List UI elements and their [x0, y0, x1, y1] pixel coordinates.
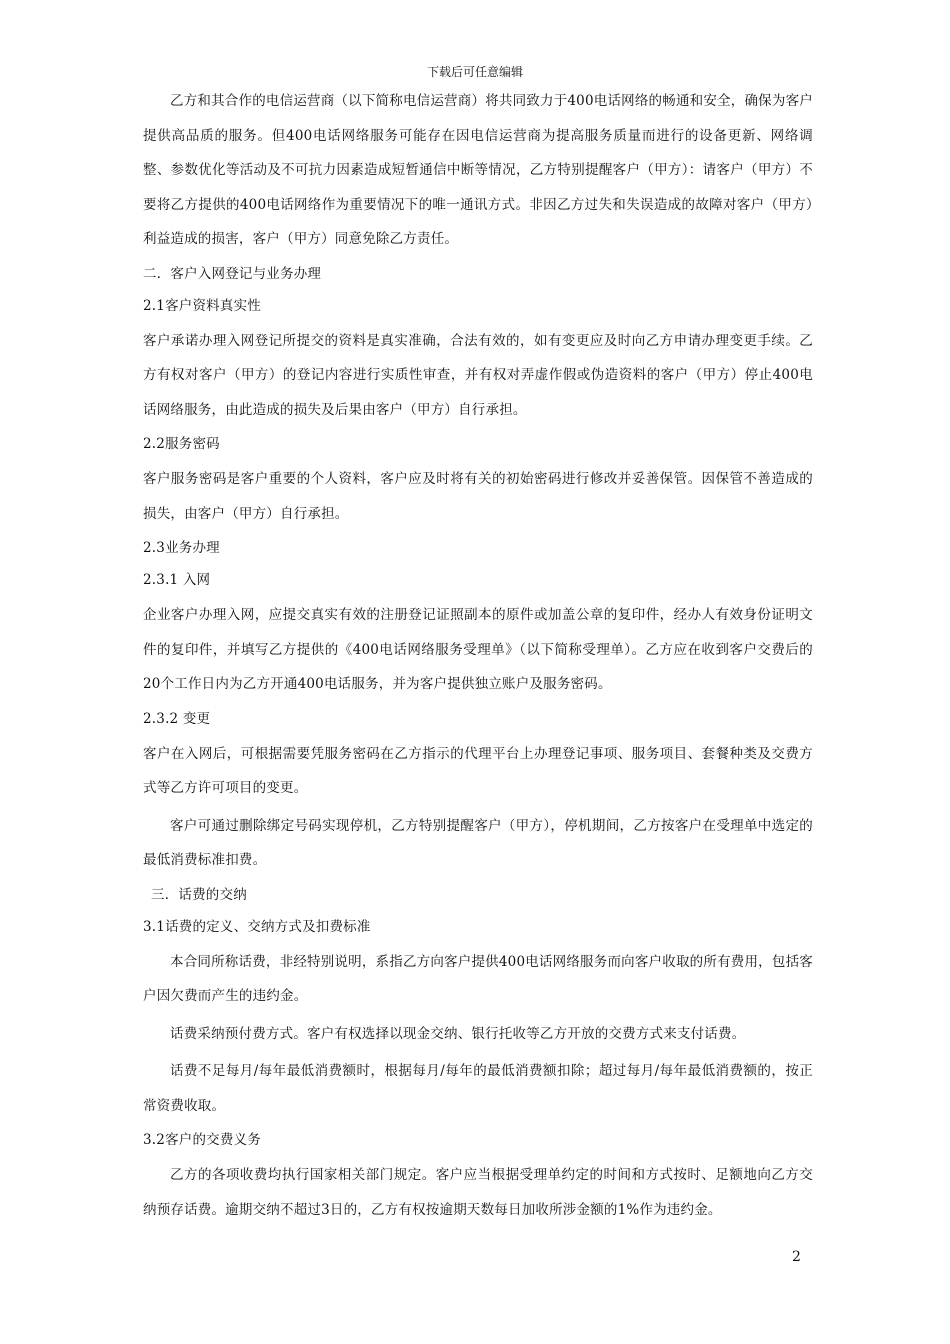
paragraph-minimum-consumption: 话费不足每月/每年最低消费额时，根据每月/每年的最低消费额扣除；超过每月/每年最低消费额的，按正常资费收取。: [143, 1063, 813, 1114]
paragraph-prepayment: 话费采纳预付费方式。客户有权选择以现金交纳、银行托收等乙方开放的交费方式来支付话费。: [170, 1025, 746, 1042]
subsection-heading-3-2: 3.2客户的交费义务: [143, 1132, 261, 1148]
paragraph-change: 客户在入网后，可根据需要凭服务密码在乙方指示的代理平台上办理登记事项、服务项目、套餐种类及交费方式等乙方许可项目的变更。: [143, 745, 813, 796]
paragraph-network-entry: 企业客户办理入网，应提交真实有效的注册登记证照副本的原件或加盖公章的复印件，经办人有效身份证明文件的复印件，并填写乙方提供的《400电话网络服务受理单》（以下简称受理单）。乙方应在收到客户交费后的20个工作日内为乙方开通400电话服务，并为客户提供独立账户及服务密码。: [143, 607, 813, 692]
document-body: [143, 84, 813, 1230]
subsection-heading-3-1: 3.1话费的定义、交纳方式及扣费标准: [143, 918, 371, 935]
subsection-heading-2-3: 2.3业务办理: [143, 540, 220, 556]
subsection-heading-2-3-2: 2.3.2 变更: [143, 710, 211, 727]
page-header: 下载后可任意编辑: [426, 65, 523, 79]
paragraph-service-password: 客户服务密码是客户重要的个人资料，客户应及时将有关的初始密码进行修改并妥善保管。因保管不善造成的损失，由客户（甲方）自行承担。: [143, 471, 813, 522]
section-heading-2: 二．客户入网登记与业务办理: [143, 265, 322, 282]
subsection-heading-2-1: 2.1客户资料真实性: [143, 297, 261, 314]
page-number: 2: [792, 1249, 801, 1265]
paragraph-data-authenticity: 客户承诺办理入网登记所提交的资料是真实准确，合法有效的，如有变更应及时向乙方申请办理变更手续。乙方有权对客户（甲方）的登记内容进行实质性审查，并有权对弄虚作假或伪造资料的客户（甲方）停止400电话网络服务，由此造成的损失及后果由客户（甲方）自行承担。: [143, 332, 813, 418]
paragraph-fee-definition: 本合同所称话费，非经特别说明，系指乙方向客户提供400电话网络服务而向客户收取的所有费用，包括客户因欠费而产生的违约金。: [143, 953, 813, 1004]
subsection-heading-2-2: 2.2服务密码: [143, 436, 220, 452]
section-heading-3: 三．话费的交纳: [151, 886, 247, 903]
paragraph-service-disclaimer: 乙方和其合作的电信运营商（以下简称电信运营商）将共同致力于400电话网络的畅通和安全，确保为客户提供高品质的服务。但400电话网络服务可能存在因电信运营商为提高服务质量而进行的设备更新、网络调整、参数优化等活动及不可抗力因素造成短暂通信中断等情况，乙方特别提醒客户（甲方）：请客户（甲方）不要将乙方提供的400电话网络作为重要情况下的唯一通讯方式。非因乙方过失和失误造成的故障对客户（甲方）利益造成的损害，客户（甲方）同意免除乙方责任。: [143, 93, 813, 247]
paragraph-suspension: 客户可通过删除绑定号码实现停机，乙方特别提醒客户（甲方），停机期间，乙方按客户在受理单中选定的最低消费标准扣费。: [143, 817, 813, 868]
subsection-heading-2-3-1: 2.3.1 入网: [143, 572, 211, 588]
paragraph-payment-obligation: 乙方的各项收费均执行国家相关部门规定。客户应当根据受理单约定的时间和方式按时、足额地向乙方交纳预存话费。逾期交纳不超过3日的，乙方有权按逾期天数每日加收所涉金额的1%作为违约金。: [143, 1167, 813, 1218]
